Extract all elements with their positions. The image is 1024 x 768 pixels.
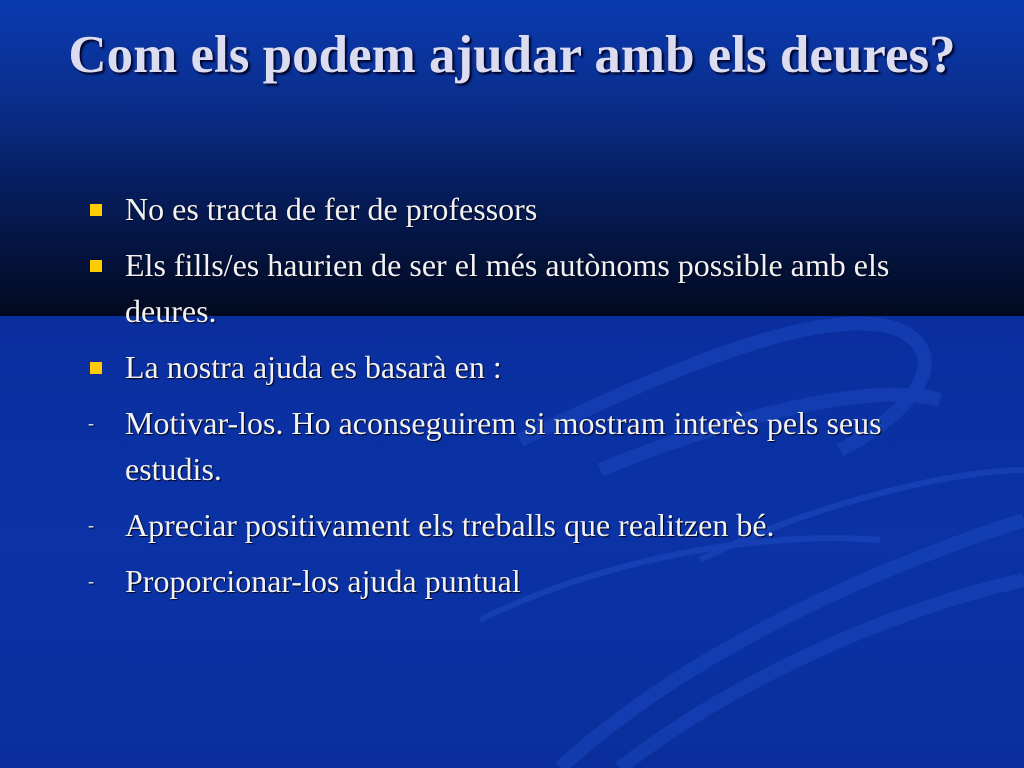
square-bullet-icon: [90, 260, 102, 272]
list-item: [0, 344, 1024, 390]
square-bullet-icon: [90, 204, 102, 216]
list-item: [0, 242, 1024, 334]
dash-bullet-icon: -: [88, 413, 94, 433]
square-bullet-icon: [90, 362, 102, 374]
list-item-text: Els fills/es haurien de ser el més autònoms possible amb els deures.: [125, 247, 890, 329]
list-item: [0, 186, 1024, 232]
list-item-text: Proporcionar-los ajuda puntual: [125, 563, 521, 599]
list-item-text: Motivar-los. Ho aconseguirem si mostram interès pels seus estudis.: [125, 405, 882, 487]
list-item-text: Apreciar positivament els treballs que realitzen bé.: [125, 507, 775, 543]
dash-bullet-icon: -: [88, 515, 94, 535]
list-item-text: La nostra ajuda es basarà en :: [125, 349, 502, 385]
slide-title: Com els podem ajudar amb els deures?: [68, 26, 956, 84]
list-item: [0, 502, 1024, 548]
list-item-text: No es tracta de fer de professors: [125, 191, 538, 227]
list-item: [0, 400, 1024, 492]
bullet-list: [0, 186, 1024, 614]
dash-bullet-icon: -: [88, 571, 94, 591]
list-item: [0, 558, 1024, 604]
